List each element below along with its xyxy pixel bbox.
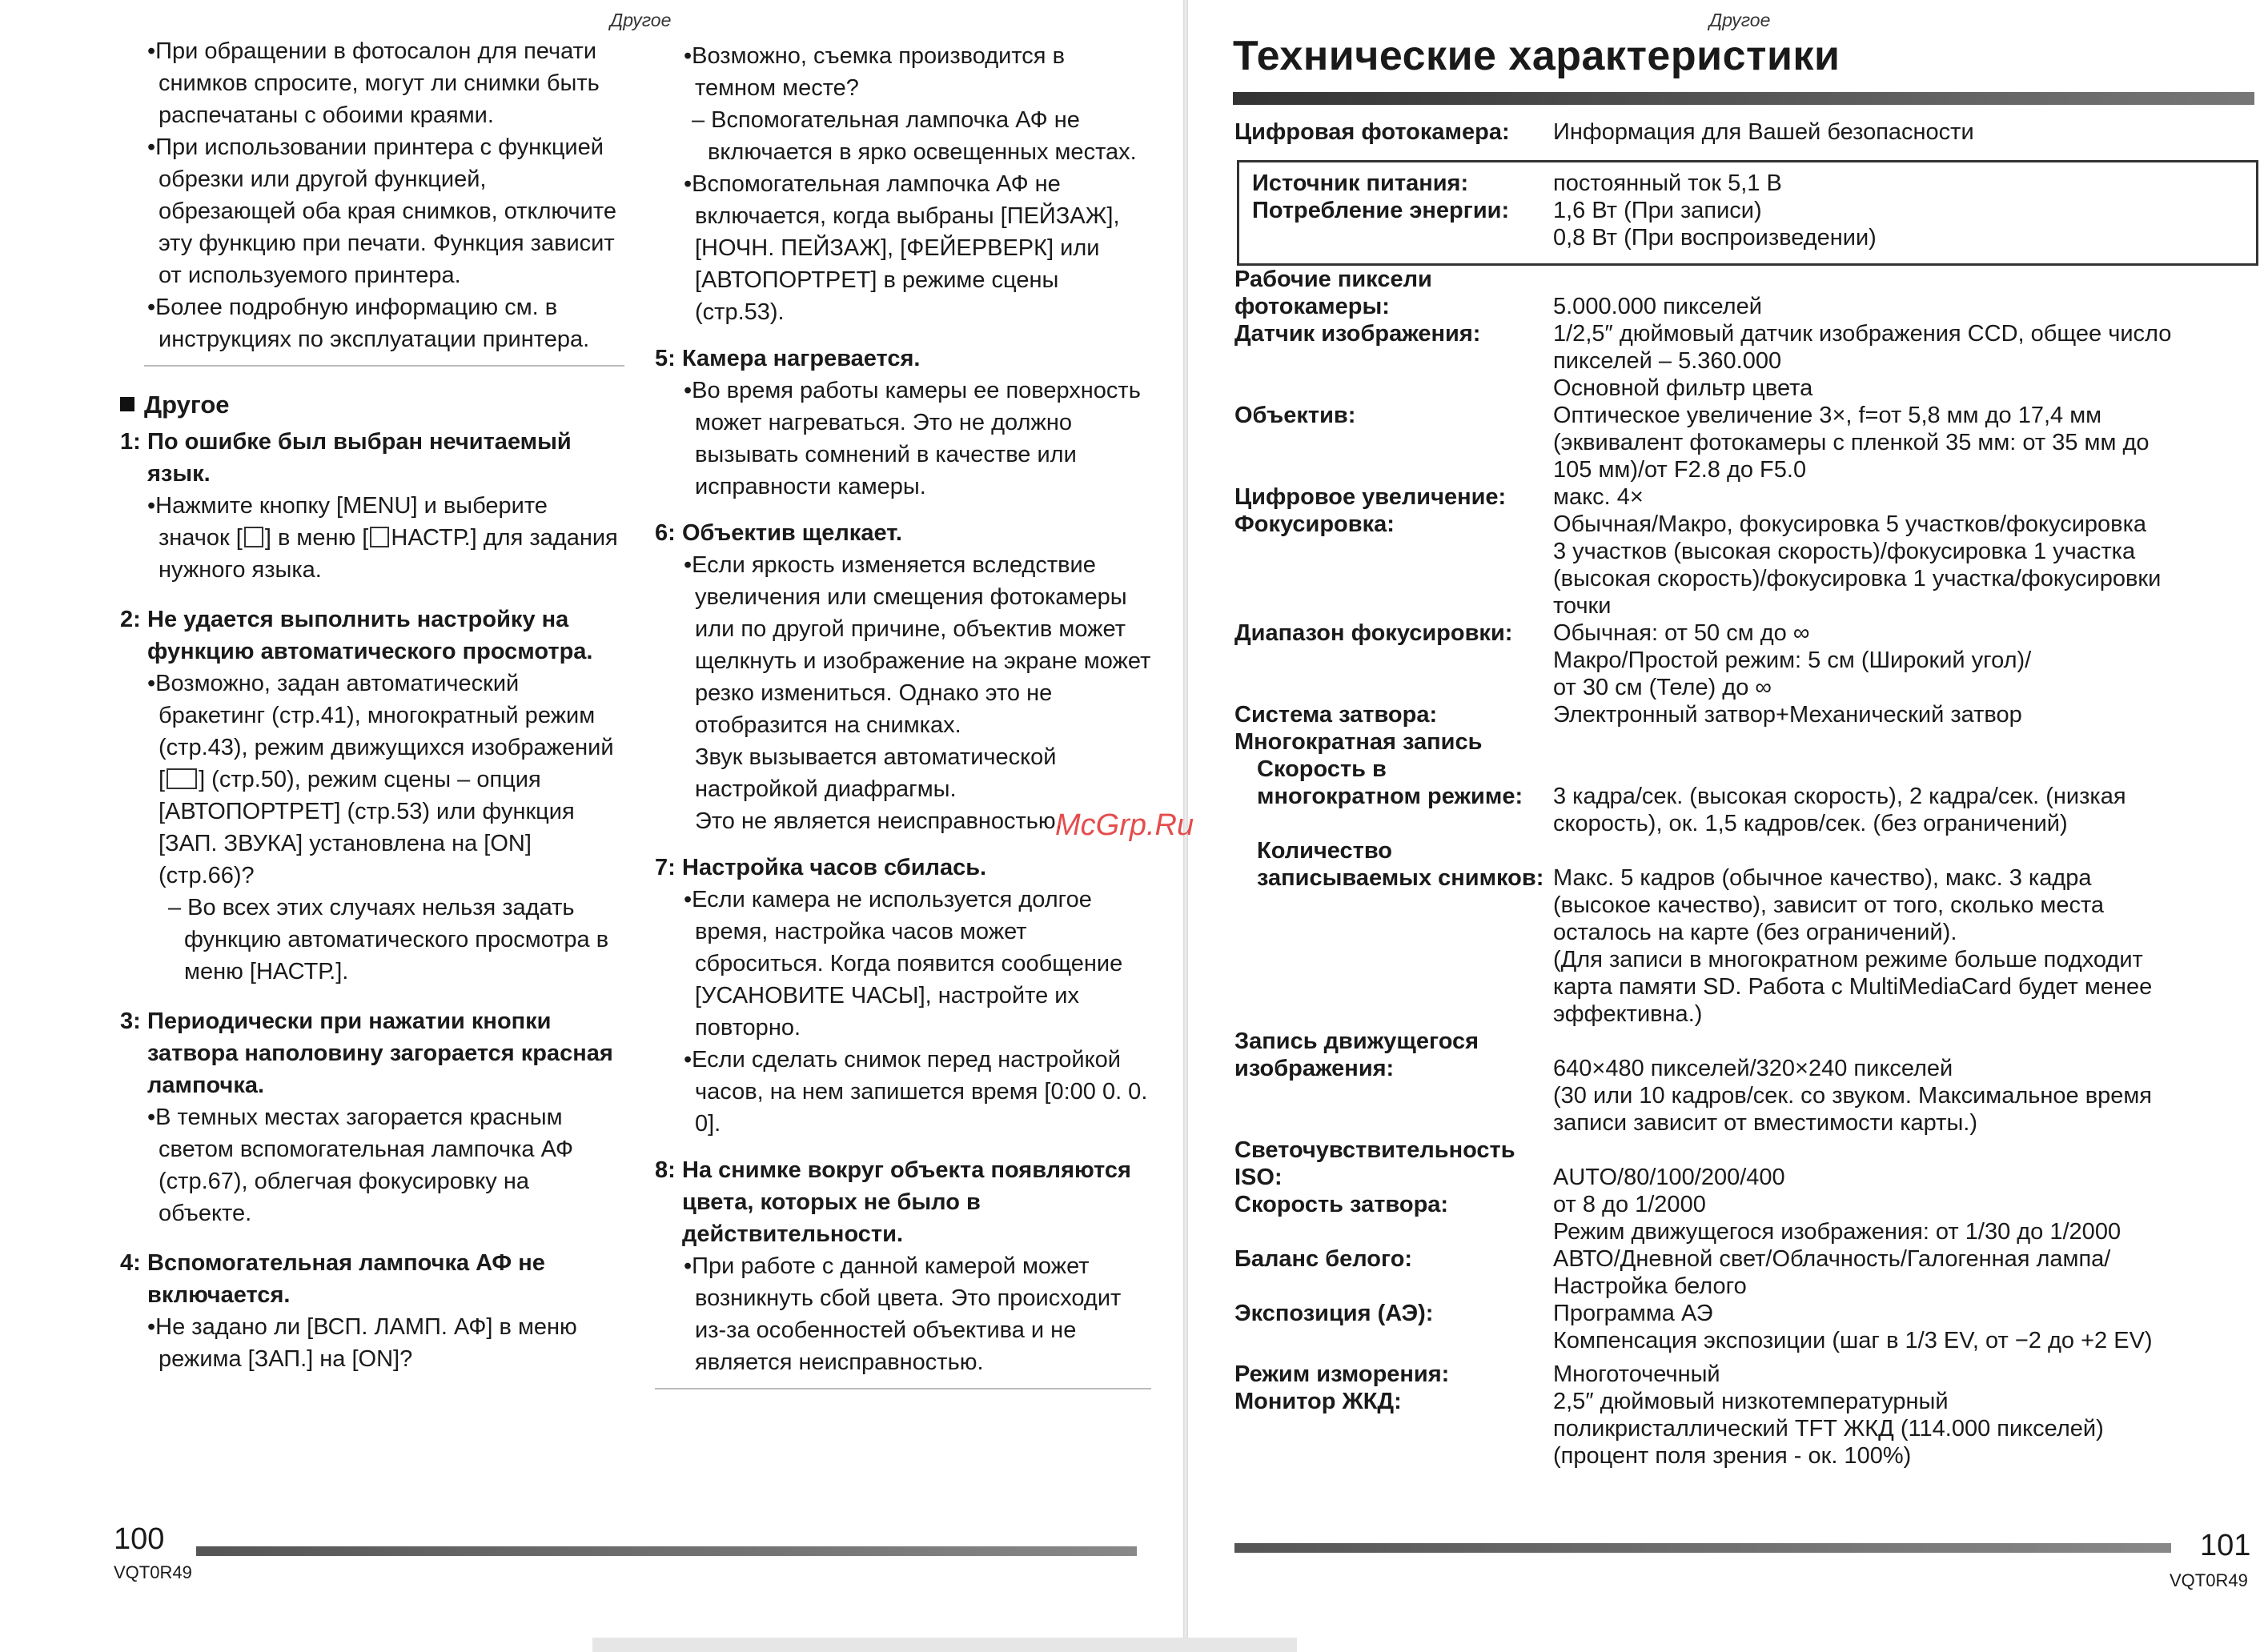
question-5-heading: 5: Камера нагревается. xyxy=(655,346,921,371)
spec-value: Оптическое увеличение 3×, f=от 5,8 мм до 17,4 мм xyxy=(1553,403,2102,428)
spec-row xyxy=(1234,810,2256,837)
left-page-number: 100 xyxy=(114,1522,165,1556)
left-footer-bar xyxy=(196,1546,1137,1556)
square-bullet-icon xyxy=(120,397,134,411)
spec-label: ISO: xyxy=(1234,1165,1283,1190)
question-6-heading: 6: Объектив щелкает. xyxy=(655,520,902,546)
spec-label: Рабочие пиксели xyxy=(1234,267,1432,292)
spec-row xyxy=(1234,1218,2256,1245)
question-2-heading: 2: Не удается выполнить настройку на функцию автоматического просмотра. xyxy=(120,607,593,664)
spec-row xyxy=(1234,756,2256,783)
setup-wrench-icon xyxy=(370,527,389,547)
question-8-heading: 8: На снимке вокруг объекта появляются цвета, которых не было в действительности. xyxy=(655,1157,1131,1247)
spec-value: Электронный затвор+Механический затвор xyxy=(1553,702,2022,728)
spec-value: 0,8 Вт (При воспроизведении) xyxy=(1553,225,1877,251)
spec-row xyxy=(1234,864,2256,892)
spec-label: Монитор ЖКД: xyxy=(1234,1389,1402,1414)
spec-value: Обычная: от 50 см до ∞ xyxy=(1553,620,1810,646)
spec-row xyxy=(1234,1055,2256,1082)
left-header-label: Другое xyxy=(610,10,672,30)
spec-value: записи зависит от вместимости карты.) xyxy=(1553,1110,1978,1136)
spec-label: Баланс белого: xyxy=(1234,1246,1413,1272)
spec-row xyxy=(1234,347,2256,375)
spec-value: (высокая скорость)/фокусировка 1 участка/фокусировки xyxy=(1553,566,2162,591)
right-page-number: 101 xyxy=(2200,1529,2251,1562)
spec-value: 1,6 Вт (При записи) xyxy=(1553,198,1762,223)
spec-row xyxy=(1234,538,2256,565)
spec-value: 640×480 пикселей/320×240 пикселей xyxy=(1553,1056,1953,1081)
spec-row xyxy=(1234,592,2256,620)
spec-label: фотокамеры: xyxy=(1234,294,1390,319)
spec-row xyxy=(1234,1028,2256,1055)
spec-value: от 8 до 1/2000 xyxy=(1553,1192,1706,1217)
spec-label: Режим изморения: xyxy=(1234,1361,1450,1387)
section-divider xyxy=(144,365,624,367)
q4-bullet-dark: • Возможно, съемка производится в темном месте? xyxy=(655,40,1151,104)
spec-value: точки xyxy=(1553,593,1612,619)
spec-value: Макро/Простой режим: 5 см (Широкий угол)/ xyxy=(1553,648,2032,673)
spec-value: осталось на карте (без ограничений). xyxy=(1553,920,1957,945)
spec-value: Макс. 5 кадров (обычное качество), макс. 3 кадра xyxy=(1553,865,2092,891)
right-doc-code: VQT0R49 xyxy=(2170,1570,2248,1590)
spec-row xyxy=(1234,456,2256,483)
spec-row xyxy=(1234,429,2256,456)
spec-value: Многоточечный xyxy=(1553,1361,1720,1387)
left-column-1 xyxy=(120,35,624,1375)
spec-row xyxy=(1234,701,2256,728)
q4-bullet-scene: • Вспомогательная лампочка АФ не включается, когда выбраны [ПЕЙЗАЖ], [НОЧН. ПЕЙЗАЖ], [ФЕЙЕРВЕРК] или [АВТОПОРТРЕТ] в режиме сцены (стр.53). xyxy=(655,168,1151,328)
spec-value: скорость), ок. 1,5 кадров/сек. (без ограничений) xyxy=(1553,811,2068,836)
spec-row xyxy=(1234,1191,2256,1218)
spec-value: Режим движущегося изображения: от 1/30 до 1/2000 xyxy=(1553,1219,2122,1245)
spec-value: 5.000.000 пикселей xyxy=(1553,294,1762,319)
question-7-heading: 7: Настройка часов сбилась. xyxy=(655,855,987,880)
spec-row xyxy=(1234,483,2256,511)
spec-value: 3 кадра/сек. (высокая скорость), 2 кадра/сек. (низкая xyxy=(1553,784,2126,809)
spec-label: Количество xyxy=(1257,838,1393,864)
spec-value: Основной фильтр цвета xyxy=(1553,375,1813,401)
spec-label: изображения: xyxy=(1234,1056,1395,1081)
spec-value: постоянный ток 5,1 В xyxy=(1553,170,1782,196)
spec-row xyxy=(1234,565,2256,592)
spec-row xyxy=(1234,674,2256,701)
spec-row xyxy=(1234,1137,2256,1164)
spec-row xyxy=(1234,1388,2256,1415)
question-6-note-1: Звук вызывается автоматической настройкой диафрагмы. xyxy=(695,744,1057,802)
spec-row xyxy=(1234,293,2256,320)
title-underline-bar xyxy=(1233,92,2254,105)
spec-label: многократном режиме: xyxy=(1257,784,1523,809)
q4-note-bright: – Вспомогательная лампочка АФ не включается в ярко освещенных местах. xyxy=(692,107,1137,165)
spec-row xyxy=(1234,375,2256,402)
question-6-answer: • Если яркость изменяется вследствие увеличения или смещения фотокамеры или по другой причине, объектив может щелкнуть и изображение на экране может резко измениться. Однако это не отобразится на снимках. xyxy=(655,549,1151,741)
spec-row xyxy=(1234,892,2256,919)
scan-bottom-strip xyxy=(592,1638,1297,1652)
spec-row xyxy=(1234,1300,2256,1327)
intro-bullet-2: • При использовании принтера с функцией обрезки или другой функцией, обрезающей оба края снимков, отключите эту функцию при печати. Функция зависит от используемого принтера. xyxy=(120,131,624,291)
spec-value: эффективна.) xyxy=(1553,1001,1703,1027)
spec-value: 2,5″ дюймовый низкотемпературный xyxy=(1553,1389,1949,1414)
spec-label: Экспозиция (АЭ): xyxy=(1234,1301,1434,1326)
spec-value: (Для записи в многократном режиме больше подходит xyxy=(1553,947,2143,972)
intro-bullet-1: • При обращении в фотосалон для печати снимков спросите, могут ли снимки быть распечатаны с обоими краями. xyxy=(120,35,624,131)
spec-value: Обычная/Макро, фокусировка 5 участков/фокусировка xyxy=(1553,511,2147,537)
question-7-answer-1: • Если камера не используется долгое время, настройка часов может сброситься. Когда появится сообщение [УСАНОВИТЕ ЧАСЫ], настройте их повторно. xyxy=(655,884,1151,1044)
spec-value: 3 участков (высокая скорость)/фокусировка 1 участка xyxy=(1553,539,2136,564)
spec-label: записываемых снимков: xyxy=(1257,865,1544,891)
spec-row xyxy=(1234,919,2256,946)
question-2-note: – Во всех этих случаях нельзя задать функцию автоматического просмотра в меню [НАСТР.]. xyxy=(168,895,609,984)
question-4-heading: 4: Вспомогательная лампочка АФ не включается. xyxy=(120,1250,545,1308)
spec-label: Цифровая фотокамера: xyxy=(1234,119,1510,145)
spec-value: карта памяти SD. Работа с MultiMediaCard будет менее xyxy=(1553,974,2153,1000)
spec-row xyxy=(1234,1164,2256,1191)
spec-row xyxy=(1234,1415,2256,1442)
spec-label: Диапазон фокусировки: xyxy=(1234,620,1513,646)
question-3-answer: • В темных местах загорается красным светом вспомогательная лампочка АФ (стр.67), облегчая фокусировку на объекте. xyxy=(120,1101,624,1229)
spec-row xyxy=(1234,266,2256,293)
spec-row xyxy=(1234,1245,2256,1273)
spec-value: Программа АЭ xyxy=(1553,1301,1713,1326)
spec-value: 1/2,5″ дюймовый датчик изображения CCD, общее число xyxy=(1553,321,2172,347)
question-1-answer: • Нажмите кнопку [MENU] и выберите значок [ ] в меню [ НАСТР.] для задания нужного языка. xyxy=(120,490,624,586)
spec-row xyxy=(1234,837,2256,864)
motion-picture-icon xyxy=(167,768,197,789)
spec-value: пикселей – 5.360.000 xyxy=(1553,348,1782,374)
spec-label: Скорость затвора: xyxy=(1234,1192,1449,1217)
spec-value: (эквивалент фотокамеры с пленкой 35 мм: от 35 мм до xyxy=(1553,430,2150,455)
right-header-label: Другое xyxy=(1709,10,1771,30)
spec-value: Настройка белого xyxy=(1553,1273,1747,1299)
spec-label: Светочувствительность xyxy=(1234,1137,1515,1163)
question-7-answer-2: • Если сделать снимок перед настройкой часов, на нем запишется время [0:00 0. 0. 0]. xyxy=(655,1044,1151,1140)
spec-value: Информация для Вашей безопасности xyxy=(1553,119,1974,145)
spec-row xyxy=(1234,973,2256,1000)
spec-row xyxy=(1234,1273,2256,1300)
spec-label: Потребление энергии: xyxy=(1252,198,1510,223)
spec-row xyxy=(1234,320,2256,347)
section-heading-other: Другое xyxy=(120,389,624,421)
question-8-answer: • При работе с данной камерой может возникнуть сбой цвета. Это происходит из-за особенностей объектива и не является неисправностью. xyxy=(655,1250,1151,1378)
question-3-heading: 3: Периодически при нажатии кнопки затвора наполовину загорается красная лампочка. xyxy=(120,1008,613,1098)
question-2-answer: • Возможно, задан автоматический бракетинг (стр.41), многократный режим (стр.43), режим движущихся изображений [ ] (стр.50), режим сцены – опция [АВТОПОРТРЕТ] (стр.53) или функция [ЗАП. ЗВУКА] установлена на [ON] (стр.66)? xyxy=(120,668,624,892)
spec-label: Запись движущегося xyxy=(1234,1028,1479,1054)
spec-label: Объектив: xyxy=(1234,403,1356,428)
spec-value: поликристаллический TFT ЖКД (114.000 пикселей) xyxy=(1553,1416,2104,1441)
spec-row xyxy=(1234,1442,2256,1470)
question-5-answer: • Во время работы камеры ее поверхность может нагреваться. Это не должно вызывать сомнений в качестве или исправности камеры. xyxy=(655,375,1151,503)
spec-row xyxy=(1234,728,2256,756)
spec-value: (30 или 10 кадров/сек. со звуком. Максимальное время xyxy=(1553,1083,2153,1109)
language-icon xyxy=(244,527,263,547)
spec-value: Компенсация экспозиции (шаг в 1/3 EV, от −2 до +2 EV) xyxy=(1553,1328,2153,1353)
spec-row xyxy=(1234,224,2256,251)
question-6-note-2: Это не является неисправностью. xyxy=(695,808,1062,834)
question-4-answer: • Не задано ли [ВСП. ЛАМП. АФ] в меню режима [ЗАП.] на [ON]? xyxy=(120,1311,624,1375)
spec-row xyxy=(1234,783,2256,810)
page-title: Технические характеристики xyxy=(1233,33,1841,79)
spec-label: Датчик изображения: xyxy=(1234,321,1481,347)
spec-label: Фокусировка: xyxy=(1234,511,1395,537)
spec-value: АВТО/Дневной свет/Облачность/Галогенная лампа/ xyxy=(1553,1246,2111,1272)
spec-label: Источник питания: xyxy=(1252,170,1469,196)
spec-row xyxy=(1234,511,2256,538)
spec-row xyxy=(1234,197,2256,224)
spec-row xyxy=(1234,1109,2256,1137)
right-footer-bar xyxy=(1234,1543,2171,1553)
spec-row xyxy=(1234,1327,2256,1354)
spec-row xyxy=(1234,1082,2256,1109)
spec-row xyxy=(1234,1000,2256,1028)
column-end-divider xyxy=(655,1388,1151,1389)
spec-row xyxy=(1234,647,2256,674)
spec-label: Система затвора: xyxy=(1234,702,1438,728)
spec-row xyxy=(1234,402,2256,429)
spec-label: Скорость в xyxy=(1257,756,1387,782)
intro-bullet-3: • Более подробную информацию см. в инструкциях по эксплуатации принтера. xyxy=(120,291,624,355)
spec-value: AUTO/80/100/200/400 xyxy=(1553,1165,1785,1190)
spec-row xyxy=(1234,1361,2256,1388)
spec-row xyxy=(1234,170,2256,197)
spec-value: 105 мм)/от F2.8 до F5.0 xyxy=(1553,457,1807,483)
spec-value: макс. 4× xyxy=(1553,484,1644,510)
spec-label: Многократная запись xyxy=(1234,729,1483,755)
question-1-heading: 1: По ошибке был выбран нечитаемый язык. xyxy=(120,429,572,487)
left-doc-code: VQT0R49 xyxy=(114,1562,192,1582)
spec-row xyxy=(1234,946,2256,973)
spec-value: от 30 см (Теле) до ∞ xyxy=(1553,675,1772,700)
spec-label: Цифровое увеличение: xyxy=(1234,484,1507,510)
spec-value: (процент поля зрения - ок. 100%) xyxy=(1553,1443,1912,1469)
spec-row xyxy=(1234,620,2256,647)
spec-value: (высокое качество), зависит от того, сколько места xyxy=(1553,892,2105,918)
left-column-2 xyxy=(655,40,1151,1389)
watermark-text: McGrp.Ru xyxy=(1055,808,1194,842)
spec-row xyxy=(1234,118,2256,146)
